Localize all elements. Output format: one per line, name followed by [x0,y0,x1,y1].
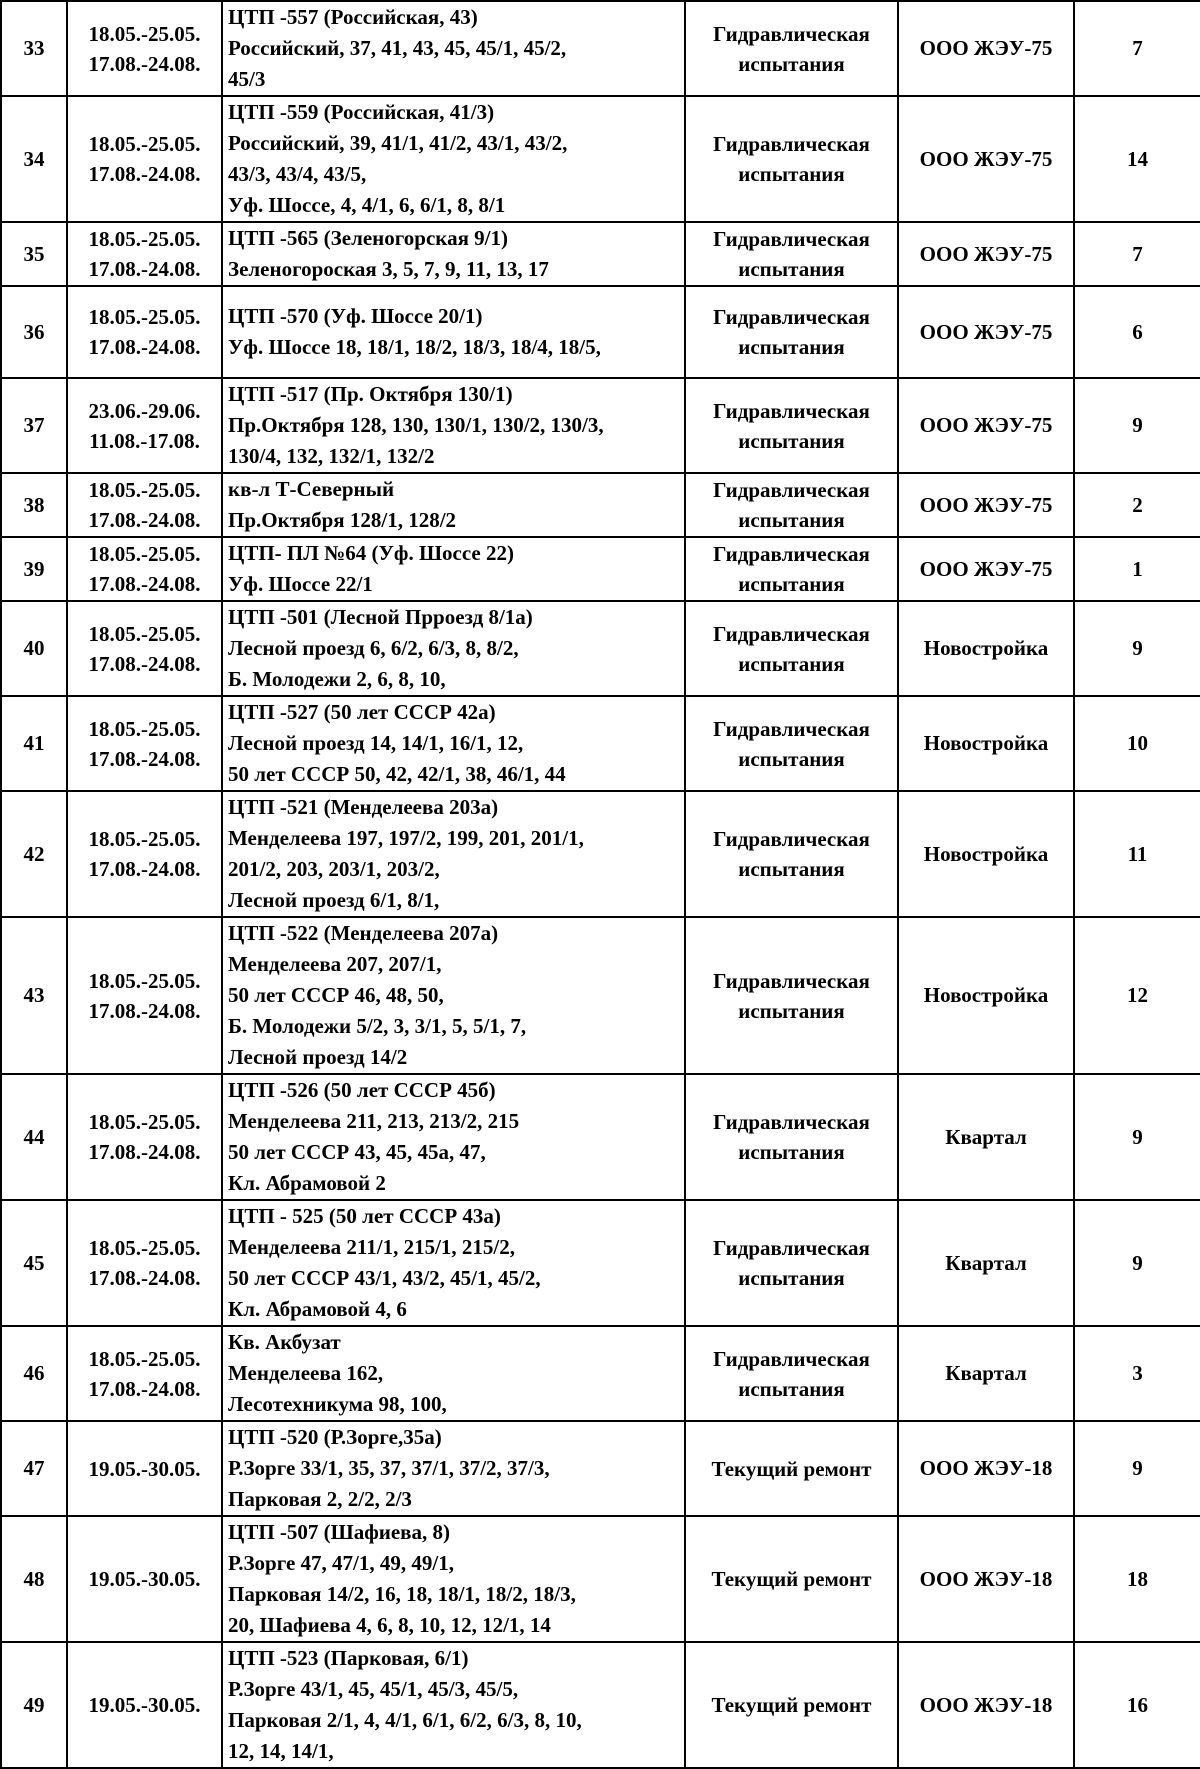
address-line: 45/3 [228,67,266,91]
address-line: Лесной проезд 14/2 [228,1045,408,1069]
dates-cell [67,1516,222,1642]
address-line: Пр.Октября 128, 130, 130/1, 130/2, 130/3, [228,413,604,437]
organization-cell: ООО ЖЭУ-75 [898,96,1074,222]
work-type-cell [685,222,898,286]
row-number-cell: 33 [1,1,67,96]
work-type-line: испытания [738,746,845,771]
date-range: 17.08.-24.08. [88,572,201,596]
work-type-line: испытания [738,257,845,281]
dates-cell [67,1326,222,1421]
date-range: 18.05.-25.05. [88,478,201,502]
row-number-cell: 45 [1,1200,67,1326]
organization-cell: Новостройка [898,917,1074,1074]
building-count-cell: 9 [1074,1421,1200,1516]
work-type-line: испытания [738,428,845,453]
date-range: 18.05.-25.05. [88,827,201,851]
date-range: 17.08.-24.08. [88,651,201,676]
dates-cell [67,601,222,696]
address-cell [222,791,685,917]
work-type-line: Гидравлическая [713,227,870,251]
row-number-cell: 34 [1,96,67,222]
dates-cell [67,791,222,917]
address-line: Р.Зорге 43/1, 45, 45/1, 45/3, 45/5, [228,1677,519,1701]
work-type-line: Гидравлическая [713,621,870,646]
address-line: ЦТП -527 (50 лет СССР 42а) [228,700,496,724]
dates-cell [67,286,222,378]
address-line: ЦТП -522 (Менделеева 207а) [228,921,499,945]
date-range: 18.05.-25.05. [88,968,201,993]
address-cell [222,601,685,696]
date-range: 17.08.-24.08. [88,1376,201,1401]
address-line: ЦТП- ПЛ №64 (Уф. Шоссе 22) [228,541,514,565]
address-line: ЦТП -570 (Уф. Шоссе 20/1) [228,304,483,328]
address-cell [222,1642,685,1768]
organization-cell: ООО ЖЭУ-18 [898,1642,1074,1768]
work-type-cell [685,537,898,601]
address-line: кв-л Т-Северный [228,477,395,501]
work-type-cell [685,1200,898,1326]
address-line: Р.Зорге 33/1, 35, 37, 37/1, 37/2, 37/3, [228,1456,550,1480]
address-line: Менделеева 211, 213, 213/2, 215 [228,1109,520,1133]
dates-cell [67,537,222,601]
address-line: 50 лет СССР 46, 48, 50, [228,983,444,1007]
building-count-cell: 12 [1074,917,1200,1074]
work-type-line: Текущий ремонт [711,1693,872,1717]
date-range: 17.08.-24.08. [88,51,201,76]
address-cell [222,1421,685,1516]
row-number-cell: 36 [1,286,67,378]
organization-cell: ООО ЖЭУ-75 [898,537,1074,601]
work-type-cell [685,1074,898,1200]
work-type-line: Гидравлическая [713,1236,870,1260]
organization-cell: ООО ЖЭУ-75 [898,378,1074,473]
address-cell [222,1074,685,1200]
table-row [1,222,1200,286]
address-line: ЦТП -557 (Российская, 43) [228,5,478,29]
address-line: Менделеева 162, [228,1361,384,1385]
work-type-line: испытания [738,998,845,1023]
work-type-line: испытания [738,335,845,359]
address-line: 50 лет СССР 50, 42, 42/1, 38, 46/1, 44 [228,762,566,786]
address-line: ЦТП -565 (Зеленогорская 9/1) [228,226,509,250]
work-type-line: испытания [738,51,845,76]
date-range: 19.05.-30.05. [88,1567,201,1591]
row-number-cell: 42 [1,791,67,917]
building-count-cell: 11 [1074,791,1200,917]
address-line: ЦТП -507 (Шафиева, 8) [228,1520,451,1544]
work-type-cell [685,96,898,222]
building-count-cell: 10 [1074,696,1200,791]
work-type-line: испытания [738,1266,845,1290]
building-count-cell: 9 [1074,1074,1200,1200]
date-range: 17.08.-24.08. [88,257,201,281]
date-range: 19.05.-30.05. [88,1693,201,1717]
organization-cell: Квартал [898,1074,1074,1200]
date-range: 17.08.-24.08. [88,746,201,771]
dates-cell [67,222,222,286]
address-cell [222,696,685,791]
building-count-cell: 18 [1074,1516,1200,1642]
date-range: 17.08.-24.08. [88,998,201,1023]
date-range: 18.05.-25.05. [88,1346,201,1371]
address-line: Российский, 39, 41/1, 41/2, 43/1, 43/2, [228,131,568,155]
date-range: 23.06.-29.06. [88,398,201,423]
address-line: Кв. Акбузат [228,1330,341,1354]
date-range: 17.08.-24.08. [88,1140,201,1164]
dates-cell [67,96,222,222]
address-line: Менделеева 197, 197/2, 199, 201, 201/1, [228,826,584,850]
work-type-line: Гидравлическая [713,478,870,502]
dates-cell [67,473,222,537]
building-count-cell: 14 [1074,96,1200,222]
organization-cell: ООО ЖЭУ-75 [898,1,1074,96]
work-type-line: Гидравлическая [713,1110,870,1134]
table-row [1,696,1200,791]
address-line: Менделеева 211/1, 215/1, 215/2, [228,1235,516,1259]
address-line: ЦТП -501 (Лесной Прроезд 8/1а) [228,605,533,629]
organization-cell: Новостройка [898,791,1074,917]
work-type-line: Гидравлическая [713,398,870,423]
date-range: 17.08.-24.08. [88,508,201,532]
address-line: ЦТП -523 (Парковая, 6/1) [228,1646,469,1670]
address-cell [222,378,685,473]
address-line: Парковая 2, 2/2, 2/3 [228,1487,412,1511]
address-line: 130/4, 132, 132/1, 132/2 [228,444,435,468]
address-cell [222,222,685,286]
address-line: Лесной проезд 14, 14/1, 16/1, 12, [228,731,524,755]
date-range: 18.05.-25.05. [88,1236,201,1260]
dates-cell [67,1,222,96]
table-row [1,473,1200,537]
address-line: ЦТП -521 (Менделеева 203а) [228,795,499,819]
date-range: 18.05.-25.05. [88,227,201,251]
row-number-cell: 39 [1,537,67,601]
row-number-cell: 40 [1,601,67,696]
address-line: Кл. Абрамовой 2 [228,1171,386,1195]
address-line: 50 лет СССР 43/1, 43/2, 45/1, 45/2, [228,1266,541,1290]
date-range: 19.05.-30.05. [88,1456,201,1481]
address-line: Зеленогороская 3, 5, 7, 9, 11, 13, 17 [228,257,549,281]
date-range: 17.08.-24.08. [88,335,201,359]
building-count-cell: 2 [1074,473,1200,537]
organization-cell: Новостройка [898,601,1074,696]
table-row [1,286,1200,378]
building-count-cell: 9 [1074,1200,1200,1326]
address-line: Лесной проезд 6, 6/2, 6/3, 8, 8/2, [228,636,519,660]
organization-cell: ООО ЖЭУ-18 [898,1516,1074,1642]
work-type-line: Гидравлическая [713,827,870,851]
work-type-cell [685,1,898,96]
table-row [1,1421,1200,1516]
table-row [1,601,1200,696]
organization-cell: Квартал [898,1200,1074,1326]
address-line: ЦТП -520 (Р.Зорге,35а) [228,1425,442,1449]
date-range: 18.05.-25.05. [88,621,201,646]
address-cell [222,1,685,96]
address-line: Уф. Шоссе 22/1 [228,572,373,596]
date-range: 17.08.-24.08. [88,162,201,186]
row-number-cell: 47 [1,1421,67,1516]
work-type-line: испытания [738,1140,845,1164]
table-row [1,1200,1200,1326]
organization-cell: Новостройка [898,696,1074,791]
work-type-line: Текущий ремонт [711,1567,872,1591]
work-type-line: Гидравлическая [713,968,870,993]
address-cell [222,1516,685,1642]
address-line: Пр.Октября 128/1, 128/2 [228,508,457,532]
building-count-cell: 9 [1074,378,1200,473]
address-line: Б. Молодежи 2, 6, 8, 10, [228,667,446,691]
date-range: 17.08.-24.08. [88,1266,201,1290]
building-count-cell: 7 [1074,1,1200,96]
work-type-cell [685,601,898,696]
table-row [1,1326,1200,1421]
building-count-cell: 9 [1074,601,1200,696]
building-count-cell: 16 [1074,1642,1200,1768]
address-cell [222,96,685,222]
work-type-cell [685,917,898,1074]
row-number-cell: 35 [1,222,67,286]
address-line: ЦТП -517 (Пр. Октября 130/1) [228,382,513,406]
date-range: 18.05.-25.05. [88,132,201,156]
address-line: 43/3, 43/4, 43/5, [228,162,367,186]
work-type-cell [685,696,898,791]
address-line: Лесотехникума 98, 100, [228,1392,447,1416]
table-row [1,917,1200,1074]
address-line: ЦТП -526 (50 лет СССР 45б) [228,1078,496,1102]
address-line: Российский, 37, 41, 43, 45, 45/1, 45/2, [228,36,567,60]
address-cell [222,286,685,378]
row-number-cell: 41 [1,696,67,791]
date-range: 18.05.-25.05. [88,716,201,741]
work-type-cell [685,1516,898,1642]
row-number-cell: 49 [1,1642,67,1768]
work-type-cell [685,1326,898,1421]
work-type-line: испытания [738,857,845,881]
address-line: Парковая 14/2, 16, 18, 18/1, 18/2, 18/3, [228,1582,576,1606]
address-cell [222,473,685,537]
table-row [1,791,1200,917]
date-range: 18.05.-25.05. [88,21,201,46]
work-type-line: Гидравлическая [713,716,870,741]
date-range: 18.05.-25.05. [88,1110,201,1134]
building-count-cell: 1 [1074,537,1200,601]
table-row [1,1516,1200,1642]
dates-cell [67,378,222,473]
row-number-cell: 44 [1,1074,67,1200]
organization-cell: ООО ЖЭУ-75 [898,473,1074,537]
address-line: Б. Молодежи 5/2, 3, 3/1, 5, 5/1, 7, [228,1014,527,1038]
date-range: 17.08.-24.08. [88,857,201,881]
organization-cell: Квартал [898,1326,1074,1421]
work-type-line: испытания [738,1376,845,1401]
building-count-cell: 3 [1074,1326,1200,1421]
address-line: ЦТП - 525 (50 лет СССР 43а) [228,1204,501,1228]
work-type-line: испытания [738,508,845,532]
table-row [1,1074,1200,1200]
address-line: Парковая 2/1, 4, 4/1, 6/1, 6/2, 6/3, 8, 10, [228,1708,582,1732]
work-type-line: испытания [738,651,845,676]
organization-cell: ООО ЖЭУ-75 [898,222,1074,286]
table-row [1,537,1200,601]
row-number-cell: 48 [1,1516,67,1642]
address-line: ЦТП -559 (Российская, 41/3) [228,100,495,124]
building-count-cell: 7 [1074,222,1200,286]
dates-cell [67,1200,222,1326]
address-line: 12, 14, 14/1, [228,1739,334,1763]
date-range: 11.08.-17.08. [89,428,200,453]
work-type-cell [685,378,898,473]
address-line: Р.Зорге 47, 47/1, 49, 49/1, [228,1551,454,1575]
work-type-cell [685,1421,898,1516]
address-line: Менделеева 207, 207/1, [228,952,442,976]
work-type-line: Гидравлическая [713,132,870,156]
address-line: 50 лет СССР 43, 45, 45а, 47, [228,1140,486,1164]
address-cell [222,917,685,1074]
work-type-line: Текущий ремонт [711,1456,872,1481]
table-row [1,1,1200,96]
address-line: Кл. Абрамовой 4, 6 [228,1297,407,1321]
work-type-line: испытания [738,162,845,186]
table-row [1,96,1200,222]
dates-cell [67,1421,222,1516]
work-type-line: испытания [738,572,845,596]
work-type-cell [685,286,898,378]
building-count-cell: 6 [1074,286,1200,378]
address-line: Уф. Шоссе, 4, 4/1, 6, 6/1, 8, 8/1 [228,193,506,217]
dates-cell [67,1642,222,1768]
row-number-cell: 38 [1,473,67,537]
work-type-line: Гидравлическая [713,1346,870,1371]
row-number-cell: 37 [1,378,67,473]
address-cell [222,537,685,601]
organization-cell: ООО ЖЭУ-18 [898,1421,1074,1516]
work-type-line: Гидравлическая [713,542,870,566]
row-number-cell: 46 [1,1326,67,1421]
dates-cell [67,696,222,791]
address-cell [222,1200,685,1326]
schedule-table-body [1,1,1200,1768]
address-line: 201/2, 203, 203/1, 203/2, [228,857,440,881]
row-number-cell: 43 [1,917,67,1074]
work-type-cell [685,791,898,917]
address-line: Лесной проезд 6/1, 8/1, [228,888,440,912]
address-cell [222,1326,685,1421]
table-row [1,378,1200,473]
work-type-cell [685,473,898,537]
date-range: 18.05.-25.05. [88,305,201,329]
dates-cell [67,917,222,1074]
address-line: 20, Шафиева 4, 6, 8, 10, 12, 12/1, 14 [228,1613,551,1637]
work-type-cell [685,1642,898,1768]
work-type-line: Гидравлическая [713,305,870,329]
dates-cell [67,1074,222,1200]
table-row [1,1642,1200,1768]
address-line: Уф. Шоссе 18, 18/1, 18/2, 18/3, 18/4, 18/5, [228,335,601,359]
date-range: 18.05.-25.05. [88,542,201,566]
organization-cell: ООО ЖЭУ-75 [898,286,1074,378]
work-type-line: Гидравлическая [713,21,870,46]
